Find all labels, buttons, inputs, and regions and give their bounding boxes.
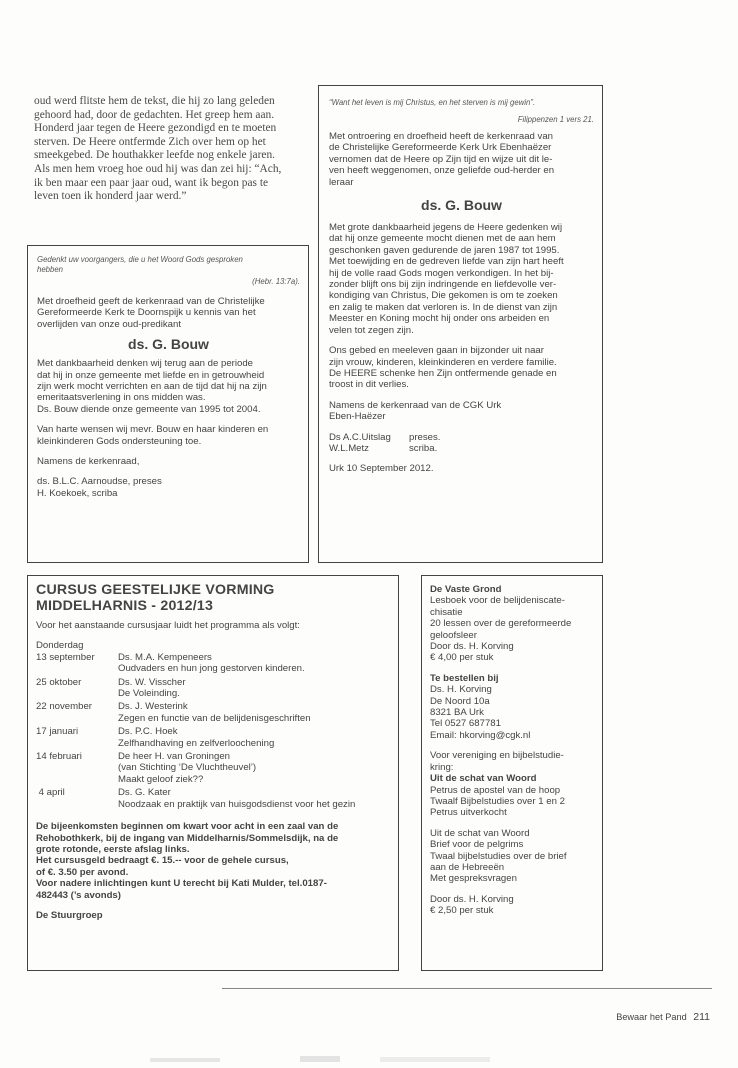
page-number: 211 bbox=[693, 1011, 710, 1023]
signer-name: W.L.Metz bbox=[329, 442, 369, 454]
signer-line: H. Koekoek, scriba bbox=[37, 487, 118, 499]
info-line: Voor nadere inlichtingen kunt U terecht bij Kati Mulder, tel.0187- bbox=[36, 878, 327, 890]
wish-line: Van harte wensen wij mevr. Bouw en haar kinderen en bbox=[37, 424, 269, 436]
session-speaker: Ds. P.C. Hoek bbox=[118, 726, 178, 738]
hebrews-line: Met gespreksvragen bbox=[430, 873, 517, 885]
hebrews-book bbox=[430, 828, 596, 885]
body-line: en zalig te maken dat verloren is. In de dienst van zijn bbox=[329, 301, 558, 313]
desc-line: Door ds. H. Korving bbox=[430, 641, 514, 653]
session-date: 4 april bbox=[36, 787, 65, 799]
desc-line: chisatie bbox=[430, 606, 463, 618]
book-box bbox=[421, 575, 603, 971]
info-line: grote rotonde, eerste afslag links. bbox=[36, 843, 190, 855]
body-line: geschonken gaven gedurende de jaren 1987 tot 1995. bbox=[329, 244, 560, 256]
session-speaker: Ds. G. Kater bbox=[118, 787, 171, 799]
desc-line: Lesboek voor de belijdeniscate- bbox=[430, 595, 565, 607]
prayer-line: Ons gebed en meeleven gaan in bijzonder uit naar bbox=[329, 345, 544, 357]
story-line: ik ben maar een paar jaar oud, want ik begon pas te bbox=[34, 176, 269, 189]
session-details bbox=[118, 652, 355, 677]
session-speaker: Ds. M.A. Kempeneers bbox=[118, 651, 212, 663]
session-topic: Noodzaak en praktijk van huisgodsdienst voor het gezin bbox=[118, 798, 356, 810]
signers-table bbox=[329, 432, 440, 455]
quote-reference: Filippenzen 1 vers 21. bbox=[517, 115, 594, 124]
assoc-intro-line: Voor vereniging en bijbelstudie- bbox=[430, 750, 564, 762]
session-topic: Maakt geloof ziek?? bbox=[118, 773, 204, 785]
story-line: Honderd jaar tegen de Heere gezondigd en te moeten bbox=[34, 122, 277, 135]
session-date: 14 februari bbox=[36, 751, 82, 763]
sign-intro bbox=[329, 400, 594, 423]
notice-quote: “Want het leven is mij Christus, en het sterven is mij gewin”. bbox=[329, 98, 536, 107]
address-line: Ds. H. Korving bbox=[430, 684, 492, 696]
body-line: Meester en Koning mocht hij onder ons arbeiden en bbox=[329, 313, 550, 325]
address-line: Email: hkorving@cgk.nl bbox=[430, 729, 531, 741]
assoc-intro-line: kring: bbox=[430, 761, 454, 773]
order-heading: Te bestellen bij bbox=[430, 672, 499, 684]
intro-line: Gereformeerde Kerk te Doornspijk u kennis van het bbox=[37, 307, 256, 319]
hebrews-line: Uit de schat van Woord bbox=[430, 827, 530, 839]
prayer-line: De HEERE schenke hen Zijn ontfermende genade en bbox=[329, 367, 557, 379]
story-line: gehoord had, door de gedachten. Het greep hem aan. bbox=[34, 108, 275, 121]
desc-line: 20 lessen over de gereformeerde bbox=[430, 618, 572, 630]
body-line: Ds. Bouw diende onze gemeente van 1995 tot 2004. bbox=[37, 403, 261, 415]
body-line: zonder blijft ons bij zijn indringende en liefdevolle ver- bbox=[329, 279, 557, 291]
assoc-line: Petrus de apostel van de hoop bbox=[430, 784, 561, 796]
session-details bbox=[118, 677, 355, 702]
session-row bbox=[36, 787, 355, 812]
hebrews-line: Twaal bijbelstudies over de brief bbox=[430, 850, 567, 862]
quote-reference: (Hebr. 13:7a). bbox=[252, 277, 300, 286]
book-description bbox=[430, 595, 596, 663]
session-topic: Zelfhandhaving en zelfverloochening bbox=[118, 737, 275, 749]
session-date: 25 oktober bbox=[36, 676, 82, 688]
session-speaker: Ds. W. Visscher bbox=[118, 676, 186, 688]
body-line: emeritaatsverlening in ons midden was. bbox=[37, 392, 206, 404]
deceased-name: ds. G. Bouw bbox=[128, 336, 209, 353]
desc-line: € 4,00 per stuk bbox=[430, 652, 494, 664]
session-details bbox=[118, 726, 355, 751]
body-line: kondiging van Christus, Die gekomen is om te zoeken bbox=[329, 290, 558, 302]
notice-body bbox=[37, 358, 300, 415]
body-line: dat hij in onze gemeente met liefde en in getrouwheid bbox=[37, 369, 265, 381]
body-line: zijn werk mocht verrichten en aan de tijd dat hij na zijn bbox=[37, 381, 267, 393]
course-info bbox=[36, 821, 390, 901]
address-line: De Noord 10a bbox=[430, 695, 490, 707]
address-line: Tel 0527 687781 bbox=[430, 718, 501, 730]
order-address bbox=[430, 684, 596, 741]
assoc-line: Petrus uitverkocht bbox=[430, 807, 507, 819]
scan-artifact bbox=[300, 1056, 340, 1062]
course-signature: De Stuurgroep bbox=[36, 909, 103, 921]
assoc-line: Twaalf Bijbelstudies over 1 en 2 bbox=[430, 795, 565, 807]
session-date: 22 november bbox=[36, 701, 92, 713]
prayer-line: zijn vrouw, kinderen, kleinkinderen en verdere familie. bbox=[329, 356, 557, 368]
intro-line: ven heeft weggenomen, onze geliefde oud-herder en bbox=[329, 165, 555, 177]
sign-intro-line: Namens de kerkenraad van de CGK Urk bbox=[329, 399, 502, 411]
signers bbox=[37, 476, 300, 499]
session-date: 13 september bbox=[36, 651, 95, 663]
notice-doornspijk bbox=[27, 245, 309, 563]
session-speaker: Ds. J. Westerink bbox=[118, 701, 188, 713]
story-text bbox=[34, 95, 304, 204]
signer-line: ds. B.L.C. Aarnoudse, preses bbox=[37, 476, 162, 488]
session-topic: Zegen en functie van de belijdenisgeschriften bbox=[118, 712, 311, 724]
session-row bbox=[36, 751, 355, 787]
story-line: Als men hem vroeg hoe oud hij was dan zei hij: “Ach, bbox=[34, 162, 282, 175]
assoc-intro bbox=[430, 750, 596, 773]
signer-role: scriba. bbox=[409, 442, 438, 454]
info-line: 482443 (’s avonds) bbox=[36, 889, 121, 901]
footer-line: € 2,50 per stuk bbox=[430, 905, 494, 917]
session-date: 17 januari bbox=[36, 726, 79, 738]
course-day: Donderdag bbox=[36, 640, 84, 652]
notice-body bbox=[329, 222, 594, 336]
hebrews-line: Brief voor de pelgrims bbox=[430, 839, 524, 851]
intro-line: leraar bbox=[329, 176, 354, 188]
course-intro: Voor het aanstaande cursusjaar luidt het programma als volgt: bbox=[36, 620, 300, 631]
course-box bbox=[27, 575, 399, 971]
course-program bbox=[36, 652, 355, 812]
info-line: of €. 3.50 per avond. bbox=[36, 866, 129, 878]
notice-intro bbox=[329, 131, 594, 188]
page-footer bbox=[560, 1011, 710, 1023]
session-topic: Oudvaders en hun jong gestorven kinderen. bbox=[118, 663, 305, 675]
intro-line: Met droefheid geeft de kerkenraad van de Christelijke bbox=[37, 296, 265, 307]
story-line: sterven. De Heere ontfermde Zich over hem op het bbox=[34, 135, 266, 148]
signer-row bbox=[329, 443, 440, 454]
session-speaker: De heer H. van Groningen bbox=[118, 751, 230, 763]
hebrews-line: aan de Hebreeën bbox=[430, 861, 505, 873]
session-row bbox=[36, 726, 355, 751]
hebrews-footer bbox=[430, 894, 596, 917]
story-line: leven toen ik honderd jaar werd.” bbox=[34, 190, 187, 203]
signer-role: preses. bbox=[409, 431, 441, 443]
wish-line: kleinkinderen Gods ondersteuning toe. bbox=[37, 435, 202, 447]
signer-name: Ds A.C.Uitslag bbox=[329, 431, 391, 443]
book-title: De Vaste Grond bbox=[430, 584, 502, 595]
story-line: oud werd flitste hem de tekst, die hij zo lang geleden bbox=[34, 95, 275, 107]
info-line: Rehobothkerk, bij de ingang van Middelharnis/Sommelsdijk, na de bbox=[36, 832, 339, 844]
place-date: Urk 10 September 2012. bbox=[329, 463, 434, 475]
course-title bbox=[36, 583, 390, 614]
info-line: Het cursusgeld bedraagt €. 15.-- voor de gehele cursus, bbox=[36, 855, 289, 867]
scan-artifact bbox=[380, 1057, 490, 1062]
intro-line: de Christelijke Gereformeerde Kerk Urk Ebenhaëzer bbox=[329, 142, 552, 154]
desc-line: geloofsleer bbox=[430, 629, 477, 641]
intro-line: vernomen dat de Heere op Zijn tijd en wijze uit dit le- bbox=[329, 153, 553, 165]
deceased-name: ds. G. Bouw bbox=[421, 197, 502, 214]
assoc-title: Uit de schat van Woord bbox=[430, 773, 537, 785]
body-line: velen tot zegen zijn. bbox=[329, 324, 414, 336]
body-line: Met dankbaarheid denken wij terug aan de periode bbox=[37, 358, 254, 370]
notice-intro bbox=[37, 296, 300, 330]
magazine-name: Bewaar het Pand bbox=[616, 1012, 687, 1022]
intro-line: Met ontroering en droefheid heeft de kerkenraad van bbox=[329, 131, 554, 142]
quote-line: Gedenkt uw voorgangers, die u het Woord Gods gesproken bbox=[37, 255, 243, 264]
info-line: De bijeenkomsten beginnen om kwart voor acht in een zaal van de bbox=[36, 821, 339, 833]
session-row bbox=[36, 652, 355, 677]
signer-row bbox=[329, 432, 440, 443]
session-details bbox=[118, 701, 355, 726]
prayer-line: troost in dit verlies. bbox=[329, 379, 409, 391]
notice-prayer bbox=[329, 345, 594, 391]
body-line: Met grote dankbaarheid jegens de Heere gedenken wij bbox=[329, 222, 563, 234]
footer-rule bbox=[222, 988, 712, 989]
course-title-line: MIDDELHARNIS - 2012/13 bbox=[36, 597, 214, 614]
address-line: 8321 BA Urk bbox=[430, 707, 484, 719]
notice-wish bbox=[37, 424, 300, 447]
body-line: Met toewijding en de gedreven liefde van zijn hart heeft bbox=[329, 256, 564, 268]
footer-line: Door ds. H. Korving bbox=[430, 893, 514, 905]
quote-line: hebben bbox=[37, 265, 64, 274]
course-title-line: CURSUS GEESTELIJKE VORMING bbox=[36, 582, 275, 598]
session-details bbox=[118, 751, 355, 787]
sign-intro: Namens de kerkenraad, bbox=[37, 456, 140, 468]
intro-line: overlijden van onze oud-predikant bbox=[37, 318, 181, 330]
session-details bbox=[118, 787, 355, 812]
session-row bbox=[36, 701, 355, 726]
notice-urk bbox=[318, 85, 603, 563]
notice-quote bbox=[37, 255, 300, 275]
assoc-lines bbox=[430, 785, 596, 819]
session-row bbox=[36, 677, 355, 702]
sign-intro-line: Eben-Haëzer bbox=[329, 411, 386, 423]
story-line: smeekgebed. De houthakker leefde nog enkele jaren. bbox=[34, 149, 275, 162]
body-line: dat hij onze gemeente mocht dienen met de aan hem bbox=[329, 233, 556, 245]
session-topic: (van Stichting ‘De Vluchtheuvel’) bbox=[118, 762, 257, 774]
body-line: hij de volle raad Gods mogen verkondigen. In het bij- bbox=[329, 267, 554, 279]
session-topic: De Voleinding. bbox=[118, 688, 180, 700]
scan-artifact bbox=[150, 1058, 220, 1062]
